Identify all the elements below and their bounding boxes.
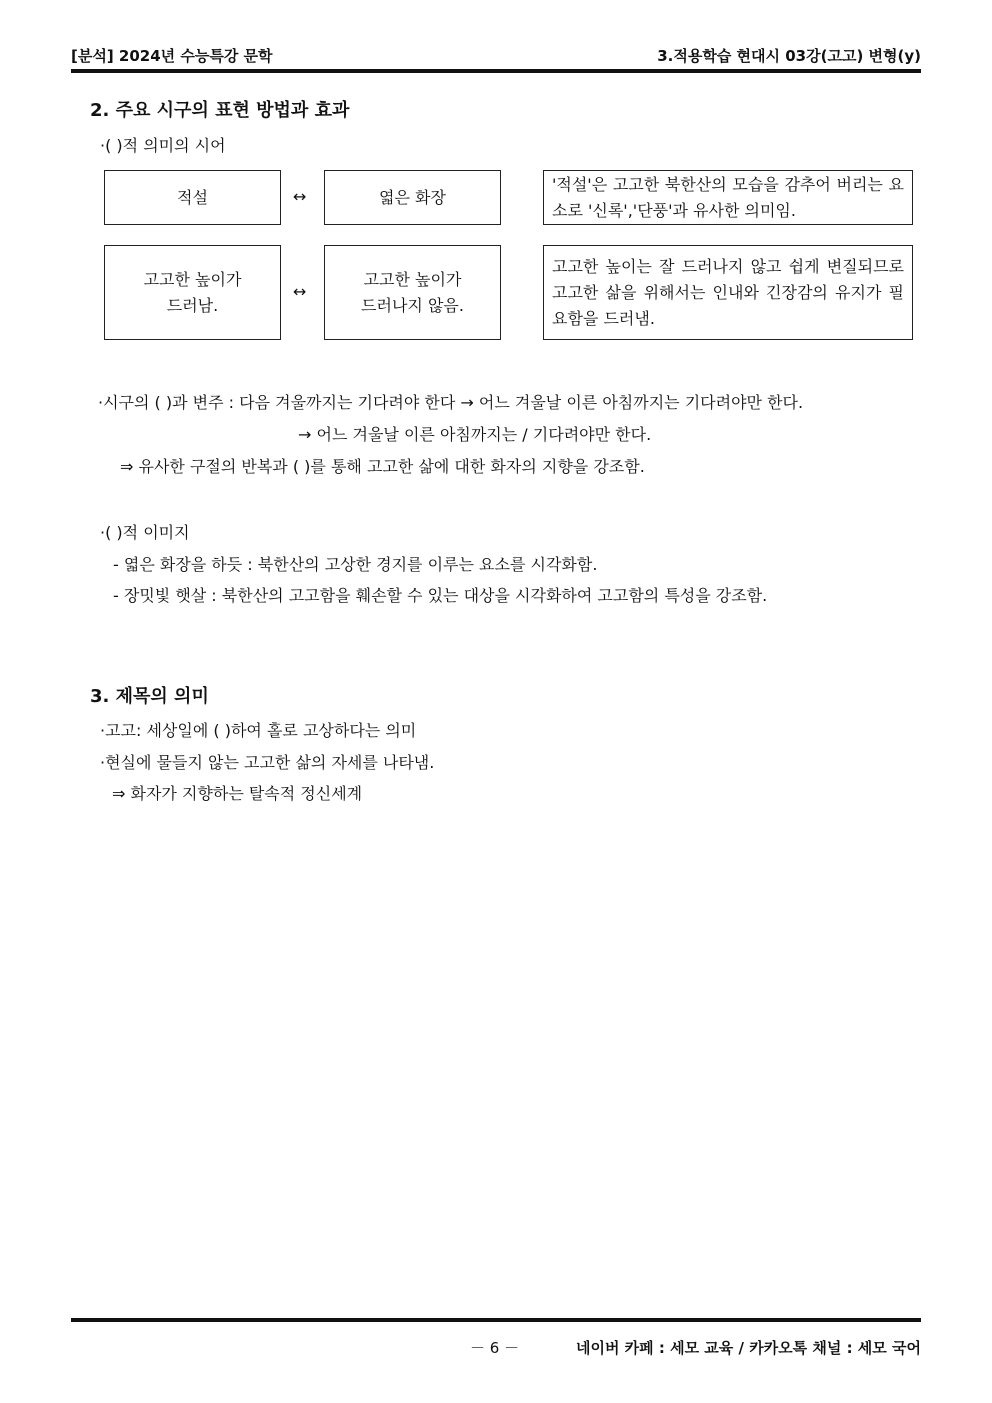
revealed-line2: 드러남.: [166, 295, 219, 315]
section2-bullet3-sub2: - 장밋빛 햇살 : 북한산의 고고함을 훼손할 수 있는 대상을 시각화하여 고고함의 특성을 강조함.: [113, 586, 768, 605]
header-left: [분석] 2024년 수능특강 문학: [71, 47, 273, 65]
revealed-line1: 고고한 높이가: [143, 269, 242, 289]
section3-line2: ·현실에 물들지 않는 고고한 삶의 자세를 나타냄.: [100, 753, 435, 772]
footer-rule: [71, 1318, 921, 1322]
section2-title: 2. 주요 시구의 표현 방법과 효과: [90, 100, 350, 121]
term-makeup: 엷은 화장: [379, 187, 446, 207]
section3-line3: ⇒ 화자가 지향하는 탈속적 정신세계: [112, 784, 363, 803]
header-right: 3.적용학습 현대시 03강(고고) 변형(y): [657, 47, 921, 65]
note-2-text: 고고한 높이는 잘 드러나지 않고 쉽게 변질되므로 고고한 삶을 위해서는 인내와 긴장감의 유지가 필요함을 드러냄.: [552, 256, 904, 328]
term-box-hidden: [324, 245, 501, 340]
section2-bullet3: ·( )적 이미지: [100, 523, 190, 542]
section2-bullet2-line2: → 어느 겨울날 이른 아침까지는 / 기다려야만 한다.: [298, 425, 652, 444]
contrast-arrow-2: ↔: [293, 282, 307, 301]
term-box-makeup: [324, 170, 501, 225]
section2-bullet3-sub1: - 엷은 화장을 하듯 : 북한산의 고상한 경지를 이루는 요소를 시각화함.: [113, 555, 598, 574]
note-box-1: [543, 170, 913, 225]
contrast-arrow-1: ↔: [293, 187, 307, 206]
term-box-revealed: [104, 245, 281, 340]
header-rule: [71, 69, 921, 73]
hidden-line1: 고고한 높이가: [363, 269, 462, 289]
footer-channel: 네이버 카페 : 세모 교육 / 카카오톡 채널 : 세모 국어: [575, 1339, 921, 1357]
hidden-line2: 드러나지 않음.: [361, 295, 464, 315]
section2-bullet1: ·( )적 의미의 시어: [100, 136, 226, 155]
note-box-2: [543, 245, 913, 340]
page-number: － 6 －: [470, 1339, 520, 1357]
section2-bullet2-line1: ·시구의 ( )과 변주 : 다음 겨울까지는 기다려야 한다 → 어느 겨울날 이른 아침까지는 기다려야만 한다.: [98, 393, 804, 412]
section2-bullet2-line3: ⇒ 유사한 구절의 반복과 ( )를 통해 고고한 삶에 대한 화자의 지향을 강조함.: [120, 457, 645, 476]
section3-line1: ·고고: 세상일에 ( )하여 홀로 고상하다는 의미: [100, 721, 417, 740]
term-box-jeokseol: [104, 170, 281, 225]
term-jeokseol: 적설: [177, 187, 208, 207]
section3-title: 3. 제목의 의미: [90, 686, 209, 707]
note-1-text: '적설'은 고고한 북한산의 모습을 감추어 버리는 요소로 '신록','단풍'과 유사한 의미임.: [552, 174, 904, 220]
